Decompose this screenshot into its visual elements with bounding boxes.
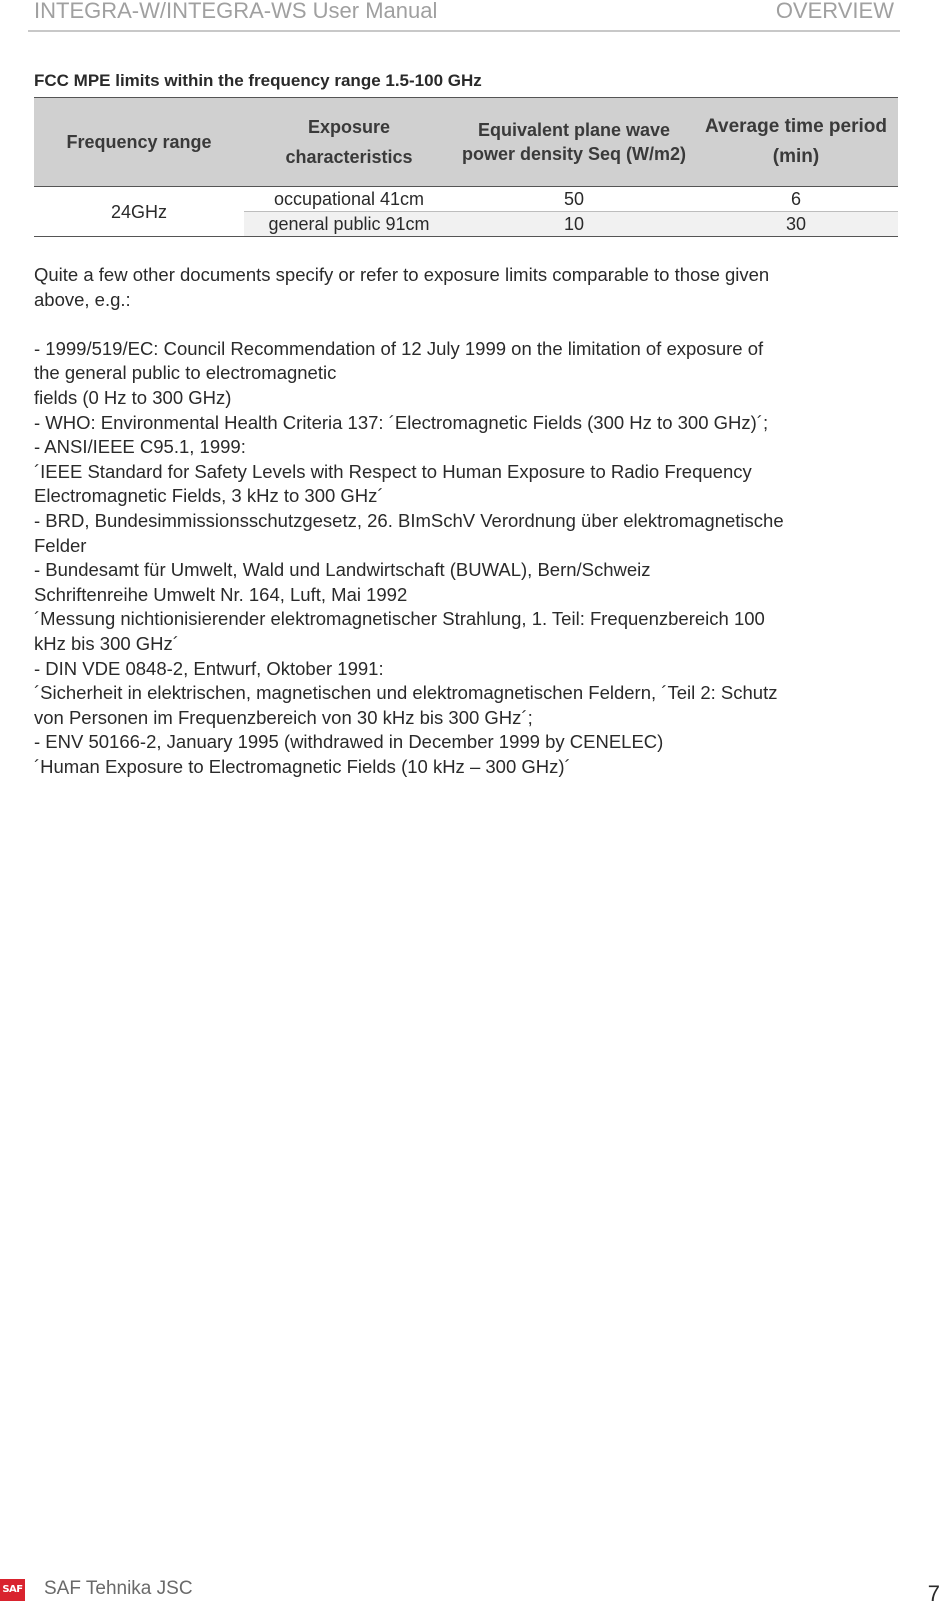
saf-logo-icon: SAF [0, 1579, 25, 1601]
intro-line: Quite a few other documents specify or refer to exposure limits comparable to those given [34, 264, 770, 285]
reference-line: - WHO: Environmental Health Criteria 137: ´Electromagnetic Fields (300 Hz to 300 GHz)´; [34, 411, 769, 433]
frequency-cell: 24GHz [34, 187, 244, 237]
reference-line: ´IEEE Standard for Safety Levels with Respect to Human Exposure to Radio Frequency [34, 460, 752, 482]
reference-line: - ANSI/IEEE C95.1, 1999: [34, 436, 246, 458]
reference-line: - DIN VDE 0848-2, Entwurf, Oktober 1991: [34, 657, 384, 679]
intro-line: above, e.g.: [34, 288, 131, 310]
company-name: SAF Tehnika JSC [44, 1578, 193, 1599]
density-cell: 50 [454, 187, 694, 212]
reference-line: ´Human Exposure to Electromagnetic Fields (10 kHz – 300 GHz)´ [34, 755, 571, 777]
reference-line: - ENV 50166-2, January 1995 (withdrawed in December 1999 by CENELEC) [34, 731, 664, 753]
reference-line: - BRD, Bundesimmissionsschutzgesetz, 26. BImSchV Verordnung über elektromagnetische [34, 509, 784, 531]
body-text [34, 263, 904, 779]
reference-line: Electromagnetic Fields, 3 kHz to 300 GHz´ [34, 485, 384, 507]
reference-line: - Bundesamt für Umwelt, Wald und Landwirtschaft (BUWAL), Bern/Schweiz [34, 559, 651, 581]
reference-line: - 1999/519/EC: Council Recommendation of 12 July 1999 on the limitation of exposure of [34, 337, 764, 359]
time-cell: 6 [694, 187, 898, 212]
exposure-cell: general public 91cm [244, 212, 454, 237]
density-cell: 10 [454, 212, 694, 237]
header-power-density: Equivalent plane wave power density Seq (W/m2) [454, 98, 694, 187]
page-number: 7 [927, 1581, 940, 1606]
table-title: FCC MPE limits within the frequency range 1.5-100 GHz [34, 71, 482, 90]
page-header [28, 0, 900, 32]
table-row [34, 187, 898, 212]
table-header-row [34, 98, 898, 187]
paragraph-gap [34, 312, 904, 337]
header-average-time: Average time period (min) [694, 98, 898, 187]
time-cell: 30 [694, 212, 898, 237]
fcc-mpe-table [34, 97, 898, 237]
reference-line: fields (0 Hz to 300 GHz) [34, 386, 232, 408]
section-title: OVERVIEW [775, 0, 894, 23]
reference-line: kHz bis 300 GHz´ [34, 632, 179, 654]
reference-line: Schriftenreihe Umwelt Nr. 164, Luft, Mai 1992 [34, 583, 408, 605]
reference-line: the general public to electromagnetic [34, 362, 337, 384]
header-exposure-characteristics: Exposure characteristics [244, 98, 454, 187]
reference-line: Felder [34, 534, 87, 556]
exposure-cell: occupational 41cm [244, 187, 454, 212]
page-footer [0, 1577, 944, 1606]
manual-title: INTEGRA-W/INTEGRA-WS User Manual [34, 0, 438, 23]
reference-line: ´Messung nichtionisierender elektromagnetischer Strahlung, 1. Teil: Frequenzbereich 100 [34, 608, 765, 630]
reference-line: ´Sicherheit in elektrischen, magnetischen und elektromagnetischen Feldern, ´Teil 2: Schutz [34, 682, 778, 704]
header-frequency-range: Frequency range [34, 98, 244, 187]
reference-line: von Personen im Frequenzbereich von 30 kHz bis 300 GHz´; [34, 706, 533, 728]
